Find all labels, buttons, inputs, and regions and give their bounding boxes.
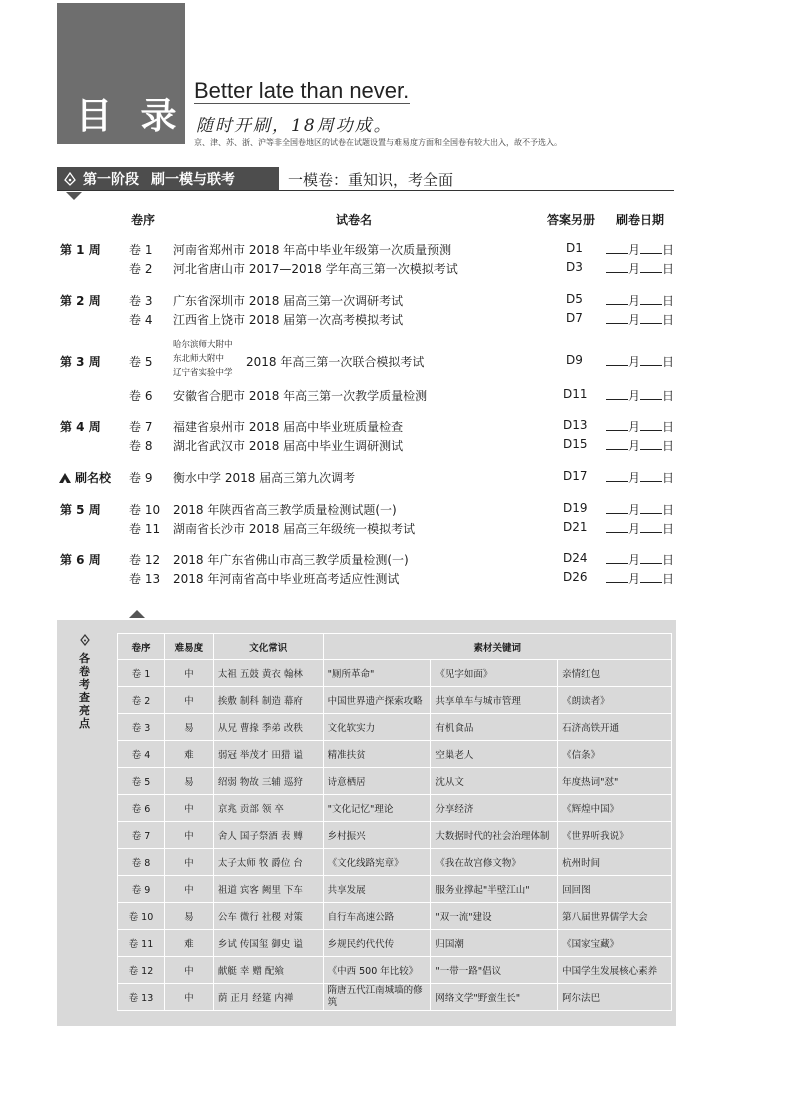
paper-title: 2018 年陕西省高三教学质量检测试题(一) xyxy=(173,503,397,517)
cell-keyword: 《辉煌中国》 xyxy=(558,795,672,822)
col-header-date: 刷卷日期 xyxy=(616,213,665,227)
col-header-paper: 试卷名 xyxy=(336,213,373,227)
table-row xyxy=(118,741,672,768)
cell-culture: 太祖 五鼓 黄衣 翰林 xyxy=(213,660,323,687)
cell-keyword: 《朗读者》 xyxy=(558,687,672,714)
cell-vol: 卷 5 xyxy=(118,768,165,795)
table-row xyxy=(118,714,672,741)
cell-difficulty: 中 xyxy=(164,957,213,984)
paper-title: 2018 年河南省高中毕业班高考适应性测试 xyxy=(173,572,400,586)
paper-vol: 卷 1 xyxy=(129,243,153,257)
cell-keyword: 共享发展 xyxy=(323,876,431,903)
cell-keyword: 《世界听我说》 xyxy=(558,822,672,849)
paper-title: 福建省泉州市 2018 届高中毕业班质量检查 xyxy=(173,420,404,434)
cell-keyword: 共享单车与城市管理 xyxy=(431,687,558,714)
slogan: 随时开刷，18周功成。 xyxy=(196,116,393,136)
paper-title: 湖北省武汉市 2018 届高中毕业生调研测试 xyxy=(173,439,404,453)
cell-difficulty: 中 xyxy=(164,795,213,822)
cell-vol: 卷 4 xyxy=(118,741,165,768)
answer-page: D21 xyxy=(563,520,588,534)
cell-difficulty: 中 xyxy=(164,984,213,1011)
cell-difficulty: 难 xyxy=(164,930,213,957)
week-label: 第 4 周 xyxy=(60,420,101,434)
cell-difficulty: 易 xyxy=(164,714,213,741)
cell-keyword: 《我在故宫修文物》 xyxy=(431,849,558,876)
paper-title: 衡水中学 2018 届高三第九次调考 xyxy=(173,471,356,485)
cell-vol: 卷 3 xyxy=(118,714,165,741)
cell-keyword: 中国世界遗产探索攻略 xyxy=(323,687,431,714)
cell-culture: 献艇 幸 赠 配飨 xyxy=(213,957,323,984)
table-row xyxy=(118,876,672,903)
date-blank: 月 日 xyxy=(606,520,674,537)
table-row xyxy=(118,849,672,876)
col-header-answer: 答案另册 xyxy=(547,213,596,227)
date-blank: 月 日 xyxy=(606,311,674,328)
header-keywords: 素材关键词 xyxy=(323,634,671,660)
cell-keyword: 《文化线路宪章》 xyxy=(323,849,431,876)
cell-culture: 公车 微行 社稷 对策 xyxy=(213,903,323,930)
answer-page: D19 xyxy=(563,501,588,515)
week-label: 第 6 周 xyxy=(60,553,101,567)
cell-culture: 荫 正月 经筵 内禅 xyxy=(213,984,323,1011)
cell-keyword: 杭州时间 xyxy=(558,849,672,876)
paper-vol: 卷 3 xyxy=(129,294,153,308)
motto-divider xyxy=(194,103,410,104)
answer-page: D5 xyxy=(566,292,583,306)
cell-difficulty: 难 xyxy=(164,741,213,768)
paper-title: 安徽省合肥市 2018 年高三第一次教学质量检测 xyxy=(173,389,428,403)
answer-page: D3 xyxy=(566,260,583,274)
week-label: 第 3 周 xyxy=(60,355,101,369)
cell-keyword: 中国学生发展核心素养 xyxy=(558,957,672,984)
week-label: 第 5 周 xyxy=(60,503,101,517)
selection-note: 京、津、苏、浙、沪等非全国卷地区的试卷在试题设置与难易度方面和全国卷有较大出入，故不予选入。 xyxy=(194,138,562,147)
cell-keyword: 亲情红包 xyxy=(558,660,672,687)
date-blank: 月 日 xyxy=(606,292,674,309)
stage-subtitle: 一模卷：重知识，考全面 xyxy=(288,171,454,189)
mingxiao-label: 刷名校 xyxy=(58,469,111,486)
answer-page: D24 xyxy=(563,551,588,565)
date-blank: 月 日 xyxy=(606,387,674,404)
paper-vol: 卷 10 xyxy=(129,503,161,517)
stage-name: 刷一模与联考 xyxy=(151,171,235,188)
cell-difficulty: 易 xyxy=(164,768,213,795)
table-row xyxy=(118,660,672,687)
cell-keyword: 服务业撑起"半壁江山" xyxy=(431,876,558,903)
date-blank: 月 日 xyxy=(606,241,674,258)
cell-keyword: "双一流"建设 xyxy=(431,903,558,930)
table-row xyxy=(118,930,672,957)
cell-difficulty: 中 xyxy=(164,876,213,903)
header-culture: 文化常识 xyxy=(213,634,323,660)
answer-page: D11 xyxy=(563,387,588,401)
paper-vol: 卷 7 xyxy=(129,420,153,434)
cell-difficulty: 易 xyxy=(164,903,213,930)
answer-page: D7 xyxy=(566,311,583,325)
date-blank: 月 日 xyxy=(606,418,674,435)
school-list xyxy=(173,338,233,380)
date-blank: 月 日 xyxy=(606,353,674,370)
table-row xyxy=(118,768,672,795)
date-blank: 月 日 xyxy=(606,437,674,454)
cell-vol: 卷 6 xyxy=(118,795,165,822)
cell-culture: 京兆 贡部 领 卒 xyxy=(213,795,323,822)
cell-culture: 从兄 曹掾 季弟 改秩 xyxy=(213,714,323,741)
date-blank: 月 日 xyxy=(606,469,674,486)
cell-difficulty: 中 xyxy=(164,822,213,849)
cell-keyword: 乡村振兴 xyxy=(323,822,431,849)
cell-vol: 卷 8 xyxy=(118,849,165,876)
date-blank: 月 日 xyxy=(606,570,674,587)
stage-bar xyxy=(57,167,279,190)
table-row xyxy=(118,984,672,1011)
cell-keyword: 石济高铁开通 xyxy=(558,714,672,741)
cell-culture: 挨敷 制科 制造 幕府 xyxy=(213,687,323,714)
cell-keyword: 空巢老人 xyxy=(431,741,558,768)
paper-vol: 卷 2 xyxy=(129,262,153,276)
answer-page: D9 xyxy=(566,353,583,367)
cell-keyword: 诗意栖居 xyxy=(323,768,431,795)
answer-page: D17 xyxy=(563,469,588,483)
cell-keyword: 阿尔法巴 xyxy=(558,984,672,1011)
cell-vol: 卷 1 xyxy=(118,660,165,687)
cell-culture: 弱冠 举茂才 田猎 谥 xyxy=(213,741,323,768)
table-row xyxy=(118,795,672,822)
cell-keyword: 分享经济 xyxy=(431,795,558,822)
table-row xyxy=(118,957,672,984)
col-header-vol: 卷序 xyxy=(131,213,156,227)
cell-difficulty: 中 xyxy=(164,687,213,714)
cell-keyword: 大数据时代的社会治理体制 xyxy=(431,822,558,849)
school-name: 哈尔滨师大附中 xyxy=(173,340,233,350)
triangle-up-icon xyxy=(129,610,145,618)
cell-culture: 绍弱 物故 三辅 巡狩 xyxy=(213,768,323,795)
cell-keyword: 沈从文 xyxy=(431,768,558,795)
paper-vol: 卷 12 xyxy=(129,553,161,567)
header-vol: 卷序 xyxy=(118,634,165,660)
cell-difficulty: 中 xyxy=(164,660,213,687)
cell-keyword: 《信条》 xyxy=(558,741,672,768)
paper-title: 2018 年高三第一次联合模拟考试 xyxy=(246,355,425,369)
cell-vol: 卷 10 xyxy=(118,903,165,930)
cell-keyword: 网络文学"野蛮生长" xyxy=(431,984,558,1011)
motto: Better late than never. xyxy=(194,78,410,103)
cell-keyword: 《见字如面》 xyxy=(431,660,558,687)
highlights-table xyxy=(117,633,672,1011)
cell-keyword: 精准扶贫 xyxy=(323,741,431,768)
week-label: 第 2 周 xyxy=(60,294,101,308)
cell-vol: 卷 7 xyxy=(118,822,165,849)
cell-keyword: 第八届世界儒学大会 xyxy=(558,903,672,930)
paper-title: 江西省上饶市 2018 届第一次高考模拟考试 xyxy=(173,313,404,327)
cell-culture: 舍人 国子祭酒 表 赙 xyxy=(213,822,323,849)
paper-vol: 卷 6 xyxy=(129,389,153,403)
cell-keyword: 《中西 500 年比较》 xyxy=(323,957,431,984)
cell-culture: 太子太师 牧 爵位 台 xyxy=(213,849,323,876)
cell-culture: 祖道 宾客 阙里 下车 xyxy=(213,876,323,903)
table-header-row xyxy=(118,634,672,660)
paper-vol: 卷 9 xyxy=(129,471,153,485)
cell-keyword: 乡规民约代代传 xyxy=(323,930,431,957)
stage-label: 第一阶段 xyxy=(83,171,139,188)
cell-keyword: 归国潮 xyxy=(431,930,558,957)
pen-nib-icon xyxy=(79,634,91,646)
cell-keyword: "文化记忆"理论 xyxy=(323,795,431,822)
table-row xyxy=(118,822,672,849)
cell-keyword: 自行车高速公路 xyxy=(323,903,431,930)
paper-title: 2018 年广东省佛山市高三教学质量检测(一) xyxy=(173,553,409,567)
paper-title: 广东省深圳市 2018 届高三第一次调研考试 xyxy=(173,294,404,308)
date-blank: 月 日 xyxy=(606,551,674,568)
cell-vol: 卷 13 xyxy=(118,984,165,1011)
paper-vol: 卷 8 xyxy=(129,439,153,453)
cell-keyword: 《国家宝藏》 xyxy=(558,930,672,957)
paper-vol: 卷 4 xyxy=(129,313,153,327)
stage-divider xyxy=(57,190,674,191)
cell-keyword: 有机食品 xyxy=(431,714,558,741)
table-row xyxy=(118,687,672,714)
week-label: 第 1 周 xyxy=(60,243,101,257)
answer-page: D15 xyxy=(563,437,588,451)
cell-keyword: "厕所革命" xyxy=(323,660,431,687)
highlights-side-label: 各卷考查亮点 xyxy=(79,652,90,730)
date-blank: 月 日 xyxy=(606,501,674,518)
answer-page: D1 xyxy=(566,241,583,255)
cell-keyword: "一带一路"倡议 xyxy=(431,957,558,984)
cell-vol: 卷 9 xyxy=(118,876,165,903)
cell-keyword: 回回图 xyxy=(558,876,672,903)
paper-vol: 卷 11 xyxy=(129,522,161,536)
paper-title: 河北省唐山市 2017—2018 学年高三第一次模拟考试 xyxy=(173,262,458,276)
school-name: 东北师大附中 xyxy=(173,354,225,364)
cell-difficulty: 中 xyxy=(164,849,213,876)
cell-vol: 卷 12 xyxy=(118,957,165,984)
table-row xyxy=(118,903,672,930)
page-title: 目 录 xyxy=(76,96,185,137)
cell-vol: 卷 11 xyxy=(118,930,165,957)
cell-culture: 乡试 传国玺 御史 谥 xyxy=(213,930,323,957)
answer-page: D26 xyxy=(563,570,588,584)
paper-vol: 卷 13 xyxy=(129,572,161,586)
paper-title: 河南省郑州市 2018 年高中毕业年级第一次质量预测 xyxy=(173,243,452,257)
school-name: 辽宁省实验中学 xyxy=(173,368,233,378)
date-blank: 月 日 xyxy=(606,260,674,277)
cell-keyword: 隋唐五代江南城墙的修筑 xyxy=(323,984,431,1011)
pen-nib-icon xyxy=(63,172,77,186)
paper-title: 湖南省长沙市 2018 届高三年级统一模拟考试 xyxy=(173,522,416,536)
paper-vol: 卷 5 xyxy=(129,355,153,369)
header-difficulty: 难易度 xyxy=(164,634,213,660)
cell-vol: 卷 2 xyxy=(118,687,165,714)
answer-page: D13 xyxy=(563,418,588,432)
cell-keyword: 年度热词"怼" xyxy=(558,768,672,795)
cell-keyword: 文化软实力 xyxy=(323,714,431,741)
mountain-icon xyxy=(58,472,72,484)
triangle-down-icon xyxy=(66,192,82,200)
